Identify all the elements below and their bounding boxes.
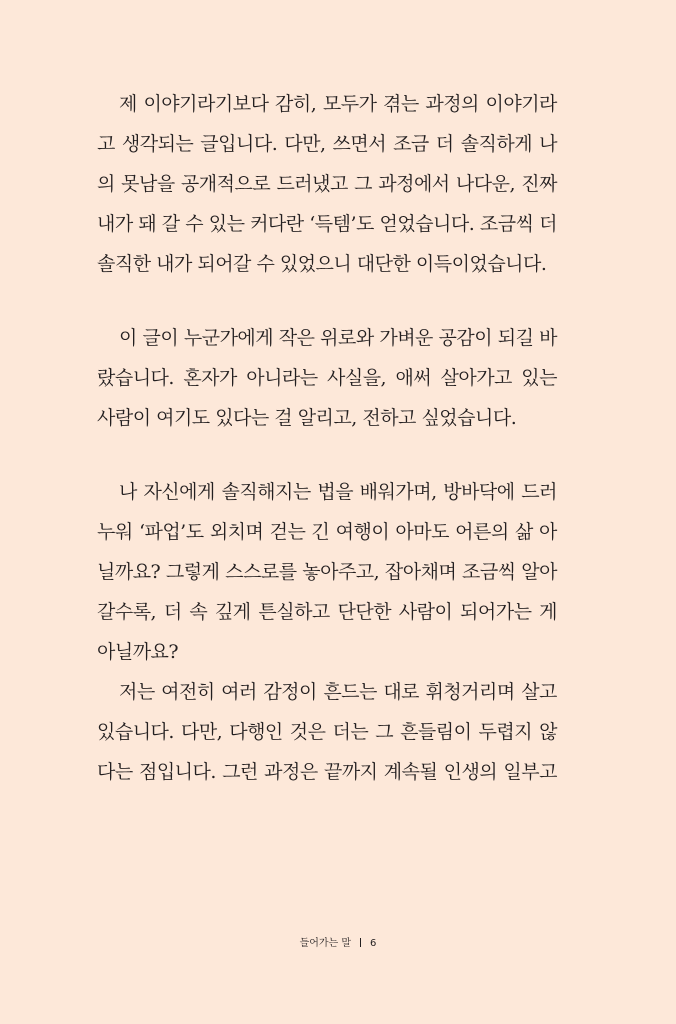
word: 진짜 — [521, 173, 557, 195]
word: 모두가 — [322, 93, 377, 115]
word: 아니라는 — [246, 367, 318, 389]
word: 과정의 — [425, 93, 479, 115]
word: 감히, — [275, 93, 317, 115]
text-line — [97, 592, 557, 632]
word: 여행이 — [335, 521, 390, 543]
word: 끝까지 — [323, 761, 378, 783]
word: 돼 — [138, 213, 157, 235]
word: 생각되는 — [121, 133, 194, 155]
text-line — [97, 712, 557, 752]
text-line — [97, 472, 557, 512]
word: 스스로를 — [225, 561, 297, 583]
word: 글입니다. — [200, 133, 278, 155]
word: 공개적으로 — [180, 173, 271, 195]
word: 과정에서 — [378, 173, 450, 195]
word: 고 — [97, 133, 115, 155]
word: 여러 — [221, 681, 257, 703]
word: 드러 — [521, 481, 557, 503]
word: 다는 — [97, 761, 133, 783]
footer-divider — [360, 938, 361, 947]
word: 놓아주고, — [302, 561, 380, 583]
word: 살아가고 — [440, 367, 512, 389]
word: 외치며 — [209, 521, 264, 543]
word: 애써 — [395, 367, 432, 389]
text-line: 솔직한 내가 되어갈 수 있었으니 대단한 이득이었습니다. — [97, 253, 547, 275]
word: 그 — [354, 173, 372, 195]
paragraph — [97, 672, 557, 792]
word: 속 — [189, 601, 208, 623]
word: 긴 — [311, 521, 330, 543]
body-text — [97, 84, 557, 792]
word: 다만, — [180, 721, 223, 743]
word: 되어가는 — [460, 601, 532, 623]
text-line — [97, 512, 557, 552]
word: 사람이 — [398, 601, 453, 623]
word: 여전히 — [161, 681, 215, 703]
word: 누군가에게 — [183, 327, 274, 349]
word: 자신에게 — [143, 481, 215, 503]
word: 그런 — [222, 761, 258, 783]
word: 되길 — [497, 327, 534, 349]
word: 솔직해지는 — [221, 481, 311, 503]
word: 일부고 — [503, 761, 557, 783]
page-number: 6 — [370, 938, 377, 949]
word: 게 — [539, 601, 557, 623]
paragraph-gap — [97, 284, 557, 318]
text-line — [97, 84, 557, 124]
word: 가벼운 — [379, 327, 433, 349]
word: 아마도 — [395, 521, 449, 543]
word: 흔드는 — [323, 681, 377, 703]
word: 위로와 — [320, 327, 374, 349]
text-line — [97, 672, 557, 712]
word: 얻었습니다. — [379, 213, 475, 235]
word: 방바닥에 — [443, 481, 515, 503]
word: 의 — [97, 173, 115, 195]
word: 있습니다. — [97, 721, 174, 743]
word: 다행인 — [229, 721, 283, 743]
word: 커다란 — [250, 213, 304, 235]
word: 삶 — [514, 521, 533, 543]
word: 못남을 — [121, 173, 175, 195]
word: 흔들림이 — [400, 721, 472, 743]
word: 단단한 — [337, 601, 392, 623]
word: 깊게 — [214, 601, 251, 623]
word: 제 — [119, 93, 137, 115]
word: 감정이 — [263, 681, 317, 703]
word: 공감이 — [438, 327, 493, 349]
word: 조금씩 — [479, 213, 534, 235]
word: 사실을, — [326, 367, 387, 389]
word: 저는 — [119, 681, 155, 703]
word: 랐습니다. — [97, 367, 174, 389]
word: 갈수록, — [97, 601, 157, 623]
word: 글이 — [142, 327, 179, 349]
word: 어른의 — [455, 521, 509, 543]
word: 닐까요? — [97, 561, 161, 583]
word: 살고 — [521, 681, 557, 703]
paragraph — [97, 472, 557, 672]
word: 더 — [163, 601, 182, 623]
word: 혼자가 — [183, 367, 237, 389]
word: 쓰면서 — [332, 133, 387, 155]
word: 갈 — [161, 213, 180, 235]
text-line: 사람이 여기도 있다는 걸 알리고, 전하고 싶었습니다. — [97, 407, 517, 429]
word: 그렇게 — [165, 561, 220, 583]
page-footer — [0, 934, 676, 949]
word: 이야기라기보다 — [143, 93, 269, 115]
word: 겪는 — [383, 93, 419, 115]
word: ‘파업’도 — [138, 521, 204, 543]
paragraph — [97, 318, 557, 438]
word: 튼실하고 — [258, 601, 330, 623]
word: 아 — [539, 521, 557, 543]
word: 나 — [539, 133, 557, 155]
word: 인생의 — [443, 761, 498, 783]
word: 휘청거리며 — [425, 681, 515, 703]
word: 바 — [539, 327, 557, 349]
text-line — [97, 164, 557, 204]
word: 점입니다. — [138, 761, 216, 783]
word: 있는 — [521, 367, 557, 389]
word: 그 — [375, 721, 394, 743]
text-line — [97, 752, 557, 792]
word: 드러냈고 — [276, 173, 348, 195]
word: 이 — [119, 327, 137, 349]
word: 수 — [185, 213, 204, 235]
word: 솔직하게 — [460, 133, 533, 155]
word: 않 — [539, 721, 557, 743]
word: 더 — [539, 213, 557, 235]
word: ‘득템’도 — [309, 213, 374, 235]
word: 걷는 — [269, 521, 306, 543]
word: 다만, — [284, 133, 326, 155]
word: 것은 — [289, 721, 326, 743]
word: 잡아채며 — [384, 561, 457, 583]
word: 작은 — [278, 327, 315, 349]
word: 조금 — [393, 133, 429, 155]
paragraph — [97, 84, 557, 284]
word: 배워가며, — [359, 481, 437, 503]
word: 내가 — [97, 213, 133, 235]
word: 있는 — [208, 213, 245, 235]
word: 이야기라 — [485, 93, 557, 115]
paragraph-gap — [97, 438, 557, 472]
text-line — [97, 124, 557, 164]
word: 조금씩 — [461, 561, 516, 583]
word: 나 — [119, 481, 137, 503]
text-line: 아닐까요? — [97, 641, 179, 663]
text-line — [97, 204, 557, 244]
word: 더는 — [332, 721, 369, 743]
word: 과정은 — [264, 761, 318, 783]
word: 나다운, — [455, 173, 516, 195]
word: 누워 — [97, 521, 133, 543]
word: 두렵지 — [478, 721, 533, 743]
word: 계속될 — [383, 761, 438, 783]
word: 알아 — [521, 561, 557, 583]
text-line — [97, 552, 557, 592]
word: 대로 — [383, 681, 420, 703]
text-line — [97, 318, 557, 358]
text-line — [97, 358, 557, 398]
word: 법을 — [317, 481, 354, 503]
section-title: 들어가는 말 — [299, 938, 352, 949]
word: 더 — [435, 133, 454, 155]
